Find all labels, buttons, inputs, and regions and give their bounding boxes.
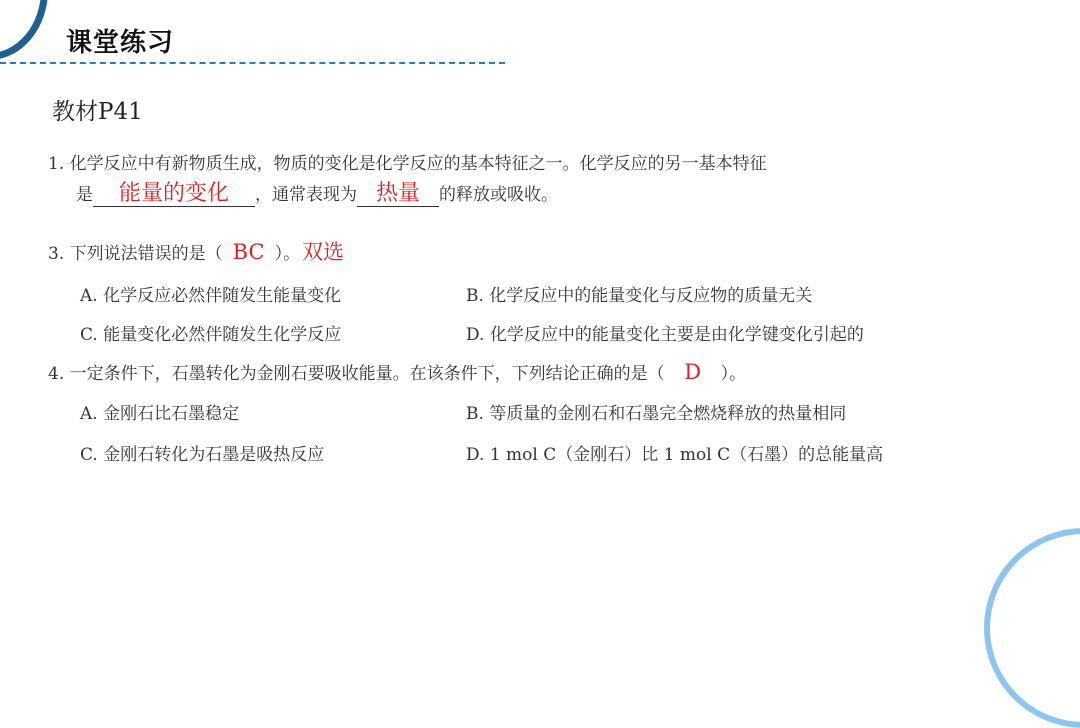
q3-stem-prefix: 3. 下列说法错误的是（ xyxy=(48,244,223,264)
q4-option-c: C. 金刚石转化为石墨是吸热反应 xyxy=(80,445,325,465)
textbook-reference: 教材P41 xyxy=(52,99,143,125)
q4-option-b: B. 等质量的金刚石和石墨完全燃烧释放的热量相同 xyxy=(466,404,847,424)
title-divider xyxy=(0,62,505,64)
q1-blank-1 xyxy=(93,182,255,207)
q3-option-b: B. 化学反应中的能量变化与反应物的质量无关 xyxy=(466,286,813,306)
q3-stem-suffix: ）。 xyxy=(274,244,301,264)
q4-answer: D xyxy=(684,360,702,384)
q1-stem-line1: 1. 化学反应中有新物质生成，物质的变化是化学反应的基本特征之一。化学反应的另一基本特征 xyxy=(48,154,767,174)
q3-option-d: D. 化学反应中的能量变化主要是由化学键变化引起的 xyxy=(466,325,864,345)
q3-option-a: A. 化学反应必然伴随发生能量变化 xyxy=(80,286,342,306)
corner-arc-decoration xyxy=(0,0,48,60)
q3-option-c: C. 能量变化必然伴随发生化学反应 xyxy=(80,325,342,345)
q1-blank-2 xyxy=(357,182,439,207)
q3-stem xyxy=(48,236,344,266)
q4-option-a: A. 金刚石比石墨稳定 xyxy=(80,404,240,424)
q1-stem-line2 xyxy=(76,180,558,207)
corner-arc-decoration-bottom xyxy=(984,528,1080,728)
q4-stem-suffix: ）。 xyxy=(720,364,747,384)
q1-suffix: 的释放或吸收。 xyxy=(439,185,558,205)
q1-answer-2: 热量 xyxy=(375,181,420,206)
q1-answer-1: 能量的变化 xyxy=(118,181,229,206)
q4-stem xyxy=(48,359,746,384)
q1-prefix: 是 xyxy=(76,185,93,205)
q1-mid: ，通常表现为 xyxy=(255,185,357,205)
q3-answer: BC xyxy=(232,240,265,264)
q3-note: 双选 xyxy=(302,240,345,264)
q4-stem-prefix: 4. 一定条件下，石墨转化为金刚石要吸收能量。在该条件下，下列结论正确的是（ xyxy=(48,364,665,384)
q4-option-d: D. 1 mol C（金刚石）比 1 mol C（石墨）的总能量高 xyxy=(466,445,884,465)
page-title: 课堂练习 xyxy=(66,28,175,58)
